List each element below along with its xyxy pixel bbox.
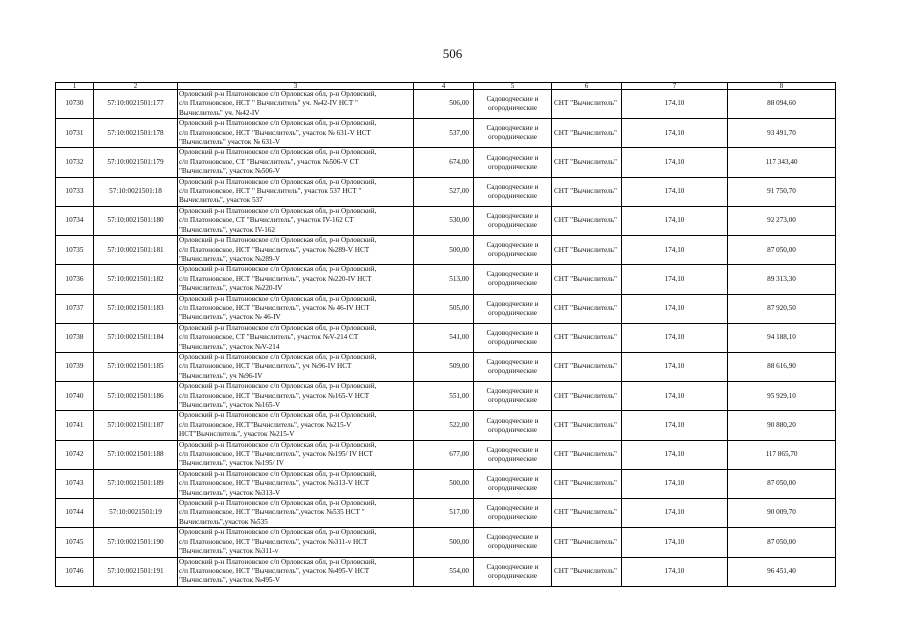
rate-cell: 174,10 <box>622 382 728 411</box>
land-use-cell: Садоводческие и огороднические <box>474 148 552 177</box>
address-line: с/п Платоновское, НСТ " Вычислитель" уч. №42-IV НСТ " <box>179 99 358 108</box>
row-number-cell: 10733 <box>56 177 94 206</box>
address-line: Орловский р-н Платоновское с/п Орловская обл, р-н Орловский, <box>179 119 377 128</box>
value-cell: 117 865,70 <box>728 440 836 469</box>
address-line: с/п Платоновское, НСТ "Вычислитель", участок №311-v НСТ <box>179 537 368 546</box>
address-line: Орловский р-н Платоновское с/п Орловская обл, р-н Орловский, <box>179 294 377 303</box>
table-row <box>56 148 836 177</box>
area-cell: 506,00 <box>414 90 474 119</box>
rate-cell: 174,10 <box>622 236 728 265</box>
land-use-cell: Садоводческие и огороднические <box>474 90 552 119</box>
address-line: Орловский р-н Платоновское с/п Орловская обл, р-н Орловский, <box>179 265 377 274</box>
area-cell: 500,00 <box>414 528 474 557</box>
cadastral-number-cell: 57:10:0021501:188 <box>94 440 178 469</box>
area-cell: 551,00 <box>414 382 474 411</box>
address-cell <box>178 557 414 586</box>
rate-cell: 174,10 <box>622 294 728 323</box>
owner-cell: СНТ "Вычислитель" <box>552 148 622 177</box>
column-number: 1 <box>56 83 94 90</box>
address-line: Орловский р-н Платоновское с/п Орловская обл, р-н Орловский, <box>179 177 377 186</box>
address-line: "Вычислитель", участок №V-214 <box>179 342 280 351</box>
table-row <box>56 177 836 206</box>
rate-cell: 174,10 <box>622 528 728 557</box>
land-use-cell: Садоводческие и огороднические <box>474 528 552 557</box>
row-number-cell: 10734 <box>56 206 94 235</box>
cadastral-number-cell: 57:10:0021501:191 <box>94 557 178 586</box>
value-cell: 87 920,50 <box>728 294 836 323</box>
land-use-cell: Садоводческие и огороднические <box>474 469 552 498</box>
row-number-cell: 10731 <box>56 119 94 148</box>
area-cell: 527,00 <box>414 177 474 206</box>
address-cell <box>178 177 414 206</box>
row-number-cell: 10736 <box>56 265 94 294</box>
rate-cell: 174,10 <box>622 206 728 235</box>
address-line: НСТ"Вычислитель", участок №215-V <box>179 430 295 439</box>
value-cell: 88 616,90 <box>728 352 836 381</box>
cadastral-number-cell: 57:10:0021501:183 <box>94 294 178 323</box>
address-cell <box>178 148 414 177</box>
address-line: "Вычислитель", участок №506-V <box>179 167 281 176</box>
address-cell <box>178 206 414 235</box>
land-use-cell: Садоводческие и огороднические <box>474 382 552 411</box>
owner-cell: СНТ "Вычислитель" <box>552 119 622 148</box>
area-cell: 500,00 <box>414 469 474 498</box>
value-cell: 87 050,00 <box>728 469 836 498</box>
address-line: Орловский р-н Платоновское с/п Орловская обл, р-н Орловский, <box>179 90 377 98</box>
address-line: с/п Платоновское, НСТ "Вычислитель", участок №195/ IV НСТ <box>179 450 373 459</box>
cadastral-number-cell: 57:10:0021501:185 <box>94 352 178 381</box>
address-line: "Вычислитель", участок №313-V <box>179 488 281 497</box>
table-row <box>56 236 836 265</box>
area-cell: 554,00 <box>414 557 474 586</box>
land-use-cell: Садоводческие и огороднические <box>474 265 552 294</box>
table-row <box>56 499 836 528</box>
address-cell <box>178 90 414 119</box>
address-cell <box>178 352 414 381</box>
owner-cell: СНТ "Вычислитель" <box>552 469 622 498</box>
rate-cell: 174,10 <box>622 469 728 498</box>
rate-cell: 174,10 <box>622 177 728 206</box>
land-use-cell: Садоводческие и огороднические <box>474 236 552 265</box>
area-cell: 677,00 <box>414 440 474 469</box>
address-line: с/п Платоновское, НСТ"Вычислитель", участок №215-V <box>179 420 352 429</box>
row-number-cell: 10744 <box>56 499 94 528</box>
address-line: Вычислитель", участок 537 <box>179 196 263 205</box>
owner-cell: СНТ "Вычислитель" <box>552 411 622 440</box>
address-line: "Вычислитель", участок №195/ IV <box>179 459 284 468</box>
rate-cell: 174,10 <box>622 557 728 586</box>
address-line: "Вычислитель", участок №495-V <box>179 576 281 585</box>
owner-cell: СНТ "Вычислитель" <box>552 499 622 528</box>
land-use-cell: Садоводческие и огороднические <box>474 119 552 148</box>
row-number-cell: 10741 <box>56 411 94 440</box>
address-line: Орловский р-н Платоновское с/п Орловская обл, р-н Орловский, <box>179 382 377 391</box>
land-use-cell: Садоводческие и огороднические <box>474 323 552 352</box>
value-cell: 96 451,40 <box>728 557 836 586</box>
area-cell: 522,00 <box>414 411 474 440</box>
address-cell <box>178 528 414 557</box>
cadastral-number-cell: 57:10:0021501:179 <box>94 148 178 177</box>
value-cell: 87 050,00 <box>728 528 836 557</box>
cadastral-number-cell: 57:10:0021501:184 <box>94 323 178 352</box>
row-number-cell: 10737 <box>56 294 94 323</box>
address-cell <box>178 499 414 528</box>
cadastral-number-cell: 57:10:0021501:178 <box>94 119 178 148</box>
land-use-cell: Садоводческие и огороднические <box>474 294 552 323</box>
address-line: "Вычислитель", участок IV-162 <box>179 225 275 234</box>
area-cell: 530,00 <box>414 206 474 235</box>
land-use-cell: Садоводческие и огороднические <box>474 557 552 586</box>
cadastral-number-cell: 57:10:0021501:189 <box>94 469 178 498</box>
land-use-cell: Садоводческие и огороднические <box>474 352 552 381</box>
table-row <box>56 411 836 440</box>
owner-cell: СНТ "Вычислитель" <box>552 90 622 119</box>
rate-cell: 174,10 <box>622 440 728 469</box>
cadastral-number-cell: 57:10:0021501:190 <box>94 528 178 557</box>
row-number-cell: 10730 <box>56 90 94 119</box>
address-line: Орловский р-н Платоновское с/п Орловская обл, р-н Орловский, <box>179 469 377 478</box>
land-use-cell: Садоводческие и огороднические <box>474 499 552 528</box>
address-line: Орловский р-н Платоновское с/п Орловская обл, р-н Орловский, <box>179 148 377 157</box>
area-cell: 537,00 <box>414 119 474 148</box>
address-line: с/п Платоновское, СТ "Вычислитель", участок №506-V СТ <box>179 157 359 166</box>
rate-cell: 174,10 <box>622 119 728 148</box>
cadastral-number-cell: 57:10:0021501:187 <box>94 411 178 440</box>
address-line: с/п Платоновское, НСТ "Вычислитель", участок №220-IV НСТ <box>179 274 372 283</box>
value-cell: 93 491,70 <box>728 119 836 148</box>
row-number-cell: 10738 <box>56 323 94 352</box>
address-line: с/п Платоновское, НСТ "Вычислитель",участок №535 НСТ " <box>179 508 365 517</box>
address-line: с/п Платоновское, СТ "Вычислитель", участок IV-162 СТ <box>179 216 354 225</box>
address-line: "Вычислитель", участок №220-IV <box>179 284 283 293</box>
table-row <box>56 528 836 557</box>
table-row <box>56 440 836 469</box>
value-cell: 92 273,00 <box>728 206 836 235</box>
address-line: с/п Платоновское, НСТ "Вычислитель", участок №289-V НСТ <box>179 245 370 254</box>
page-number: 506 <box>442 46 463 61</box>
column-number: 2 <box>94 83 178 90</box>
row-number-cell: 10742 <box>56 440 94 469</box>
address-cell <box>178 294 414 323</box>
address-line: с/п Платоновское, НСТ "Вычислитель", участок №495-V НСТ <box>179 566 370 575</box>
owner-cell: СНТ "Вычислитель" <box>552 557 622 586</box>
address-cell <box>178 382 414 411</box>
address-cell <box>178 119 414 148</box>
column-number-row <box>56 83 836 90</box>
address-line: с/п Платоновское, НСТ "Вычислитель", уч №96-IV НСТ <box>179 362 352 371</box>
address-line: Орловский р-н Платоновское с/п Орловская обл, р-н Орловский, <box>179 528 377 537</box>
area-cell: 500,00 <box>414 236 474 265</box>
table-row <box>56 382 836 411</box>
land-use-cell: Садоводческие и огороднические <box>474 440 552 469</box>
address-cell <box>178 265 414 294</box>
area-cell: 674,00 <box>414 148 474 177</box>
value-cell: 90 880,20 <box>728 411 836 440</box>
address-line: с/п Платоновское, НСТ "Вычислитель", участок № 46-IV НСТ <box>179 303 370 312</box>
address-cell <box>178 411 414 440</box>
owner-cell: СНТ "Вычислитель" <box>552 440 622 469</box>
cadastral-number-cell: 57:10:0021501:180 <box>94 206 178 235</box>
table-row <box>56 294 836 323</box>
value-cell: 117 343,40 <box>728 148 836 177</box>
rate-cell: 174,10 <box>622 323 728 352</box>
address-line: с/п Платоновское, СТ "Вычислитель", участок №V-214 СТ <box>179 333 359 342</box>
address-line: с/п Платоновское, НСТ " Вычислитель", участок 537 НСТ " <box>179 187 362 196</box>
cadastral-number-cell: 57:10:0021501:182 <box>94 265 178 294</box>
owner-cell: СНТ "Вычислитель" <box>552 528 622 557</box>
address-cell <box>178 440 414 469</box>
rate-cell: 174,10 <box>622 352 728 381</box>
address-line: Вычислитель" уч. №42-IV <box>179 108 260 117</box>
row-number-cell: 10746 <box>56 557 94 586</box>
table-row <box>56 323 836 352</box>
row-number-cell: 10745 <box>56 528 94 557</box>
address-line: Орловский р-н Платоновское с/п Орловская обл, р-н Орловский, <box>179 440 377 449</box>
table-row <box>56 352 836 381</box>
address-line: Орловский р-н Платоновское с/п Орловская обл, р-н Орловский, <box>179 411 377 420</box>
area-cell: 513,00 <box>414 265 474 294</box>
table-row <box>56 265 836 294</box>
table-row <box>56 119 836 148</box>
address-line: "Вычислитель", участок № 46-IV <box>179 313 281 322</box>
rate-cell: 174,10 <box>622 90 728 119</box>
value-cell: 89 313,30 <box>728 265 836 294</box>
value-cell: 87 050,00 <box>728 236 836 265</box>
address-line: Орловский р-н Платоновское с/п Орловская обл, р-н Орловский, <box>179 499 377 508</box>
column-number: 6 <box>552 83 622 90</box>
area-cell: 541,00 <box>414 323 474 352</box>
value-cell: 94 188,10 <box>728 323 836 352</box>
cadastral-number-cell: 57:10:0021501:19 <box>94 499 178 528</box>
row-number-cell: 10740 <box>56 382 94 411</box>
land-use-cell: Садоводческие и огороднические <box>474 177 552 206</box>
owner-cell: СНТ "Вычислитель" <box>552 236 622 265</box>
address-line: "Вычислитель", участок №165-V <box>179 401 281 409</box>
rate-cell: 174,10 <box>622 499 728 528</box>
cadastral-number-cell: 57:10:0021501:186 <box>94 382 178 411</box>
address-line: Орловский р-н Платоновское с/п Орловская обл, р-н Орловский, <box>179 206 377 215</box>
table-row <box>56 90 836 119</box>
value-cell: 95 929,10 <box>728 382 836 411</box>
column-number: 3 <box>178 83 414 90</box>
address-line: с/п Платоновское, НСТ "Вычислитель", участок №165-V НСТ <box>179 391 370 400</box>
rate-cell: 174,10 <box>622 148 728 177</box>
address-line: с/п Платоновское, НСТ "Вычислитель", участок № 631-V НСТ <box>179 128 371 137</box>
table-row <box>56 557 836 586</box>
owner-cell: СНТ "Вычислитель" <box>552 294 622 323</box>
address-line: "Вычислитель" участок № 631-V <box>179 138 281 147</box>
address-line: Орловский р-н Платоновское с/п Орловская обл, р-н Орловский, <box>179 323 377 332</box>
area-cell: 517,00 <box>414 499 474 528</box>
rate-cell: 174,10 <box>622 265 728 294</box>
address-line: Орловский р-н Платоновское с/п Орловская обл, р-н Орловский, <box>179 236 377 245</box>
address-line: "Вычислитель", уч №96-IV <box>179 371 263 380</box>
address-line: с/п Платоновское, НСТ "Вычислитель", участок №313-V НСТ <box>179 479 370 488</box>
address-line: Вычислитель",участок №535 <box>179 517 268 526</box>
row-number-cell: 10732 <box>56 148 94 177</box>
owner-cell: СНТ "Вычислитель" <box>552 382 622 411</box>
value-cell: 88 094,60 <box>728 90 836 119</box>
address-cell <box>178 469 414 498</box>
address-cell <box>178 236 414 265</box>
address-line: "Вычислитель", участок №289-V <box>179 254 281 263</box>
row-number-cell: 10743 <box>56 469 94 498</box>
area-cell: 509,00 <box>414 352 474 381</box>
area-cell: 505,00 <box>414 294 474 323</box>
column-number: 5 <box>474 83 552 90</box>
row-number-cell: 10739 <box>56 352 94 381</box>
cadastral-number-cell: 57:10:0021501:18 <box>94 177 178 206</box>
owner-cell: СНТ "Вычислитель" <box>552 206 622 235</box>
owner-cell: СНТ "Вычислитель" <box>552 177 622 206</box>
column-number: 7 <box>622 83 728 90</box>
owner-cell: СНТ "Вычислитель" <box>552 265 622 294</box>
value-cell: 91 750,70 <box>728 177 836 206</box>
owner-cell: СНТ "Вычислитель" <box>552 352 622 381</box>
cadastral-number-cell: 57:10:0021501:181 <box>94 236 178 265</box>
owner-cell: СНТ "Вычислитель" <box>552 323 622 352</box>
land-use-cell: Садоводческие и огороднические <box>474 206 552 235</box>
table-row <box>56 206 836 235</box>
row-number-cell: 10735 <box>56 236 94 265</box>
rate-cell: 174,10 <box>622 411 728 440</box>
table-row <box>56 469 836 498</box>
address-line: Орловский р-н Платоновское с/п Орловская обл, р-н Орловский, <box>179 557 377 566</box>
column-number: 4 <box>414 83 474 90</box>
land-plots-table <box>55 82 836 587</box>
value-cell: 90 009,70 <box>728 499 836 528</box>
land-use-cell: Садоводческие и огороднические <box>474 411 552 440</box>
address-line: "Вычислитель", участок №311-v <box>179 547 279 556</box>
column-number: 8 <box>728 83 836 90</box>
cadastral-number-cell: 57:10:0021501:177 <box>94 90 178 119</box>
address-cell <box>178 323 414 352</box>
address-line: Орловский р-н Платоновское с/п Орловская обл, р-н Орловский, <box>179 352 377 361</box>
